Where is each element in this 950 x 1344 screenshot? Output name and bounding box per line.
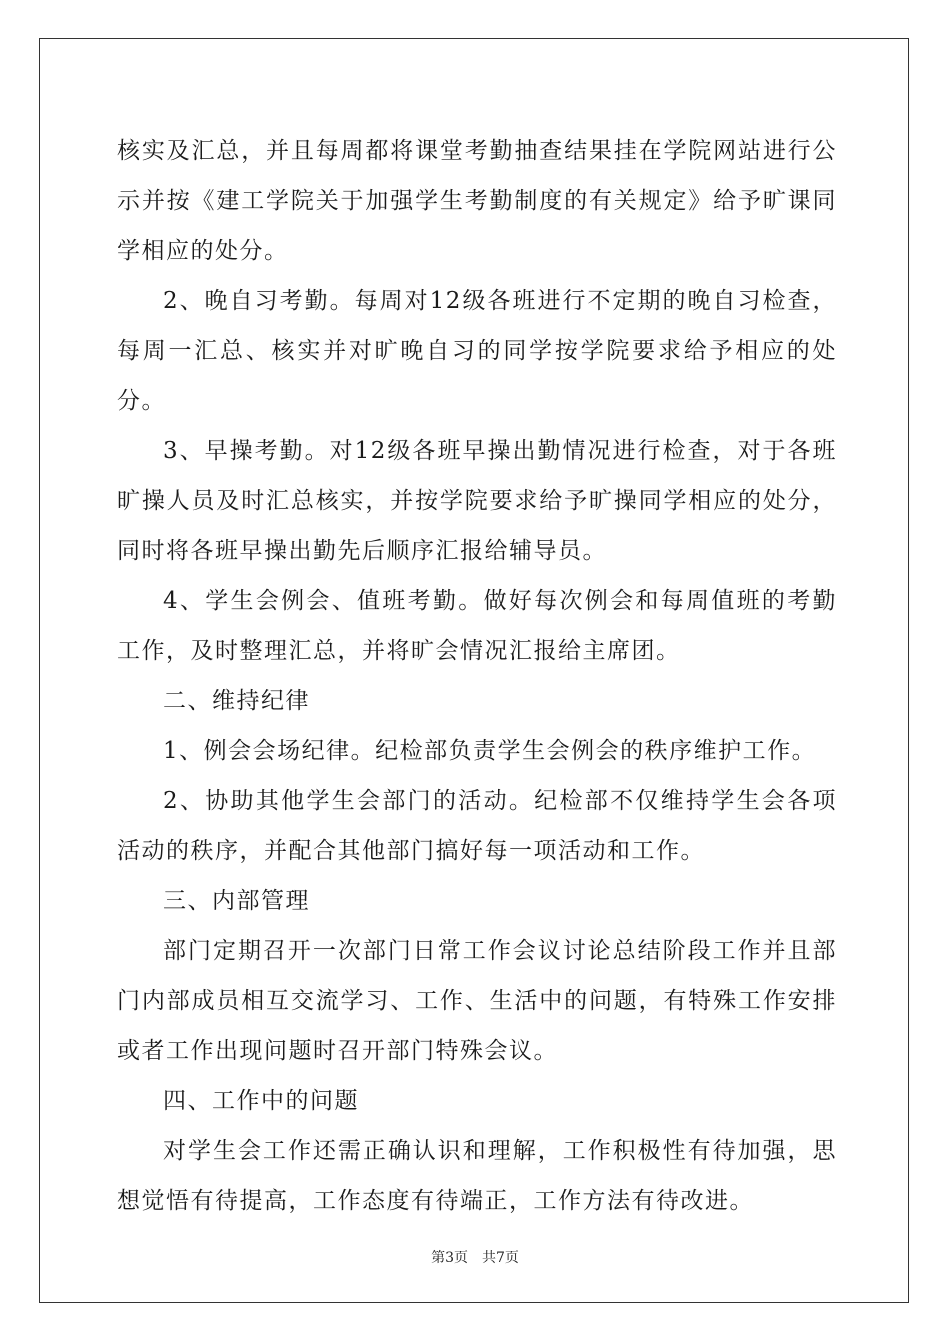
section-heading: 三、内部管理 <box>163 888 310 914</box>
paragraph: 1、例会会场纪律。纪检部负责学生会例会的秩序维护工作。 <box>163 738 817 764</box>
page-footer <box>0 1247 950 1267</box>
document-body <box>117 126 837 1226</box>
paragraph: 2、晚自习考勤。每周对12级各班进行不定期的晚自习检查，每周一汇总、核实并对旷晚自习的同学按学院要求给予相应的处分。 <box>117 288 837 414</box>
paragraph: 2、协助其他学生会部门的活动。纪检部不仅维持学生会各项活动的秩序，并配合其他部门搞好每一项活动和工作。 <box>117 788 837 864</box>
paragraph: 核实及汇总，并且每周都将课堂考勤抽查结果挂在学院网站进行公示并按《建工学院关于加强学生考勤制度的有关规定》给予旷课同学相应的处分。 <box>117 138 837 264</box>
section-heading: 四、工作中的问题 <box>163 1088 359 1114</box>
paragraph: 部门定期召开一次部门日常工作会议讨论总结阶段工作并且部门内部成员相互交流学习、工作、生活中的问题，有特殊工作安排或者工作出现问题时召开部门特殊会议。 <box>117 938 837 1064</box>
page-total: 共7页 <box>482 1250 519 1266</box>
paragraph: 3、早操考勤。对12级各班早操出勤情况进行检查，对于各班旷操人员及时汇总核实，并按学院要求给予旷操同学相应的处分，同时将各班早操出勤先后顺序汇报给辅导员。 <box>117 438 837 564</box>
section-heading: 二、维持纪律 <box>163 688 310 714</box>
page-number: 第3页 <box>431 1250 468 1266</box>
paragraph: 4、学生会例会、值班考勤。做好每次例会和每周值班的考勤工作，及时整理汇总，并将旷会情况汇报给主席团。 <box>117 588 837 664</box>
paragraph: 对学生会工作还需正确认识和理解，工作积极性有待加强，思想觉悟有待提高，工作态度有待端正，工作方法有待改进。 <box>117 1138 837 1214</box>
